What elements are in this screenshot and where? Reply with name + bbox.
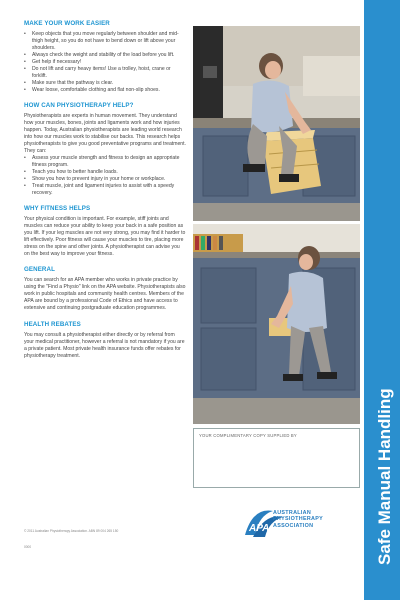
section-title: WHY FITNESS HELPS — [24, 205, 91, 213]
section-health-rebates — [24, 321, 186, 360]
apa-logo-mark: APA — [249, 523, 270, 534]
supplied-by-label: YOUR COMPLIMENTARY COPY SUPPLIED BY — [199, 433, 297, 438]
apa-logo — [243, 503, 353, 543]
apa-logo-line: ASSOCIATION — [273, 522, 314, 529]
section-make-work-easier — [24, 20, 186, 94]
bullet-list — [24, 31, 186, 94]
section-title: HOW CAN PHYSIOTHERAPY HELP? — [24, 102, 134, 110]
side-title-svg — [364, 0, 400, 600]
list-item: • Get help if necessary! — [24, 59, 186, 66]
photo-lifting-box-image — [193, 26, 360, 221]
side-title-bar — [364, 0, 400, 600]
side-title: Safe Manual Handling — [375, 388, 394, 565]
article-column — [24, 20, 186, 368]
list-item: • Keep objects that you move regularly between shoulder and mid-thigh height, so you do not have to bend down or lift above your shoulders. — [24, 31, 186, 52]
supplied-by-box — [193, 428, 360, 488]
section-how-physio-helps — [24, 102, 186, 197]
apa-logo-line: PHYSIOTHERAPY — [273, 516, 324, 523]
list-item: • Show you how to prevent injury in your home or workplace. — [24, 176, 186, 183]
list-item: • Make sure that the pathway is clear. — [24, 80, 186, 87]
list-item: • Teach you how to better handle loads. — [24, 169, 186, 176]
list-item: • Always check the weight and stability of the load before you lift. — [24, 52, 186, 59]
section-paragraph: You can search for an APA member who works in private practice by using the "Find a Physio" link on the APA website. Physiotherapists also work in public hospitals and community health centres. Members of the APA are bound by a professional Code of Ethics and have access to extensive and continuing postgraduate education programmes. — [24, 277, 186, 312]
photo-reaching-cabinet — [193, 224, 360, 424]
section-general — [24, 266, 186, 312]
list-item: • Assess your muscle strength and fitness to design an appropriate fitness program. — [24, 155, 186, 169]
bullet-list — [24, 155, 186, 197]
footer-copyright: © 2011 Australian Physiotherapy Association. ABN 89 004 265 150 — [24, 529, 119, 533]
photo-lifting-box — [193, 26, 360, 221]
section-title: HEALTH REBATES — [24, 320, 81, 328]
section-title: GENERAL — [24, 266, 55, 274]
section-paragraph: Your physical condition is important. For example, stiff joints and muscles can reduce your ability to keep your back in a safe position as you lift. If your leg muscles are not very strong, you may find it harder to lift effectively. Poor fitness will cause your muscles to tire, placing more stress on the spine and other joints. A physiotherapist can advise you on the best way to improve your fitness. — [24, 216, 186, 258]
list-item: • Wear loose, comfortable clothing and flat non-slip shoes. — [24, 87, 186, 94]
section-why-fitness-helps — [24, 205, 186, 258]
section-paragraph: You may consult a physiotherapist either directly or by referral from your medical practitioner, however a referral is not mandatory if you are a private patient. Most private health insurance funds offer rebates for physiotherapy treatment. — [24, 331, 185, 359]
apa-logo-line: AUSTRALIAN — [273, 510, 312, 516]
section-title: MAKE YOUR WORK EASIER — [24, 20, 110, 27]
photo-reaching-cabinet-image — [193, 224, 360, 424]
section-paragraph: Physiotherapists are experts in human movement. They understand how your muscles, bones, joints and ligaments work and how injuries happen. Today, Australian physiotherapists are leading world research into how our muscles work to stabilise our backs. This research helps physiotherapists to give you good preventative programs and treatment. They can: — [24, 113, 186, 155]
list-item: • Treat muscle, joint and ligament injuries to assist with a speedy recovery. — [24, 183, 186, 197]
footer-code: 0000 — [24, 545, 32, 549]
list-item: • Do not lift and carry heavy items! Use a trolley, hoist, crane or forklift. — [24, 66, 186, 80]
apa-logo-text — [273, 510, 323, 529]
